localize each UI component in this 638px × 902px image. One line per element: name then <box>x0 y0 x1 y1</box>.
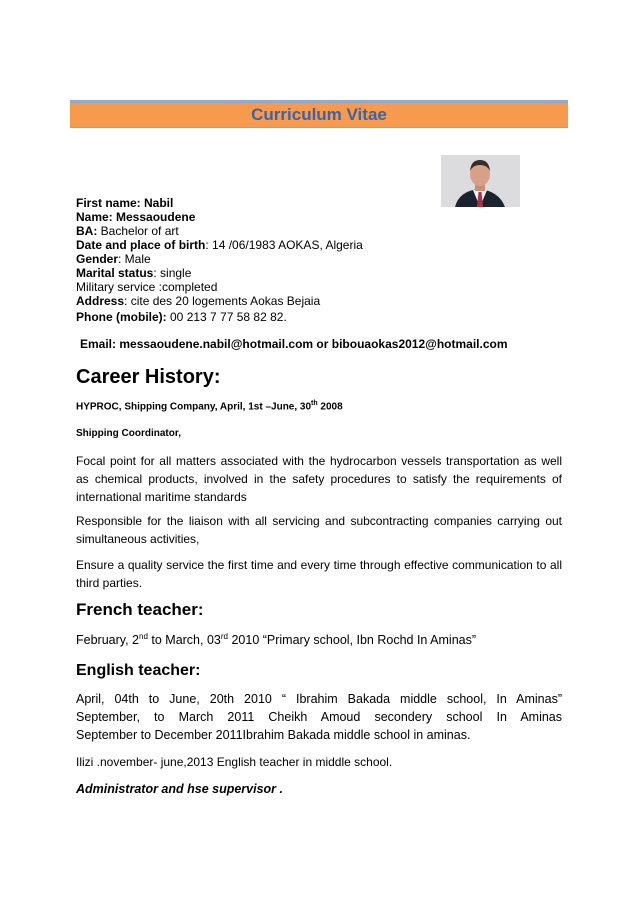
gender-value: : Male <box>118 252 151 266</box>
career-paragraph: Responsible for the liaison with all servicing and subcontracting companies carrying out simultaneous activities, <box>76 514 562 546</box>
first-name-label: First name: <box>76 196 145 210</box>
french-sup2: rd <box>220 632 228 641</box>
ba-line <box>76 224 179 238</box>
address-line <box>76 294 320 308</box>
profile-photo <box>441 155 520 207</box>
gender-line <box>76 252 151 266</box>
email-line: Email: messaoudene.nabil@hotmail.com or bibouaokas2012@hotmail.com <box>80 337 508 351</box>
portrait-image <box>441 155 520 207</box>
phone-value: 00 213 7 77 58 82 82. <box>166 310 287 324</box>
name-label: Name: <box>76 210 117 224</box>
dob-line <box>76 238 363 252</box>
ba-label: BA: <box>76 224 98 238</box>
phone-label: Phone (mobile): <box>76 310 167 324</box>
english-line-3: September to December 2011Ibrahim Bakada middle school in aminas. <box>76 728 471 742</box>
french-a: February, 2 <box>76 633 139 648</box>
english-line-2: September, to March 2011 Cheikh Amoud secondery school In Aminas <box>76 710 562 724</box>
french-heading: French teacher: <box>76 600 204 619</box>
admin-line: Administrator and hse supervisor . <box>76 782 283 796</box>
role-title: Shipping Coordinator, <box>76 428 181 439</box>
english-paragraph <box>76 690 562 744</box>
title-bar <box>70 100 568 128</box>
military-value: Military service :completed <box>76 280 218 294</box>
name-line <box>76 210 195 224</box>
ba-value: Bachelor of art <box>97 224 179 238</box>
french-c: 2010 “Primary school, Ibn Rochd In Aminas” <box>227 633 477 648</box>
address-value: : cite des 20 logements Aokas Bejaia <box>124 294 321 308</box>
address-label: Address <box>76 294 125 308</box>
french-b: to March, 03 <box>147 633 221 648</box>
career-paragraph: Ensure a quality service the first time and every time through effective communication to all third parties. <box>76 558 562 590</box>
name-value: Messaoudene <box>116 210 196 224</box>
phone-line <box>76 310 287 324</box>
gender-label: Gender <box>76 252 119 266</box>
english-line-1: April, 04th to June, 20th 2010 “ Ibrahim Bakada middle school, In Aminas” <box>76 692 562 706</box>
marital-line <box>76 266 191 280</box>
marital-label: Marital status <box>76 266 154 280</box>
dob-value: : 14 /06/1983 AOKAS, Algeria <box>205 238 363 252</box>
military-line <box>76 280 217 294</box>
company-text: HYPROC, Shipping Company, April, 1st –June, 30 <box>76 401 312 413</box>
french-sup1: nd <box>139 632 148 641</box>
first-name-line <box>76 196 173 210</box>
english-heading: English teacher: <box>76 662 201 679</box>
career-paragraph: Focal point for all matters associated with the hydrocarbon vessels transportation as well as chemical products, involved in the safety procedures to satisfy the requirements of international maritime standards <box>76 454 562 504</box>
page-title: Curriculum Vitae <box>251 105 387 124</box>
french-line <box>76 632 476 647</box>
marital-value: : single <box>153 266 192 280</box>
company-sup: th <box>311 400 318 407</box>
company-line <box>76 400 343 412</box>
first-name-value: Nabil <box>144 196 174 210</box>
ilizi-line: Ilizi .november- june,2013 English teacher in middle school. <box>76 755 393 769</box>
career-heading: Career History: <box>76 366 221 388</box>
company-year: 2008 <box>317 401 343 413</box>
dob-label: Date and place of birth <box>76 238 206 252</box>
